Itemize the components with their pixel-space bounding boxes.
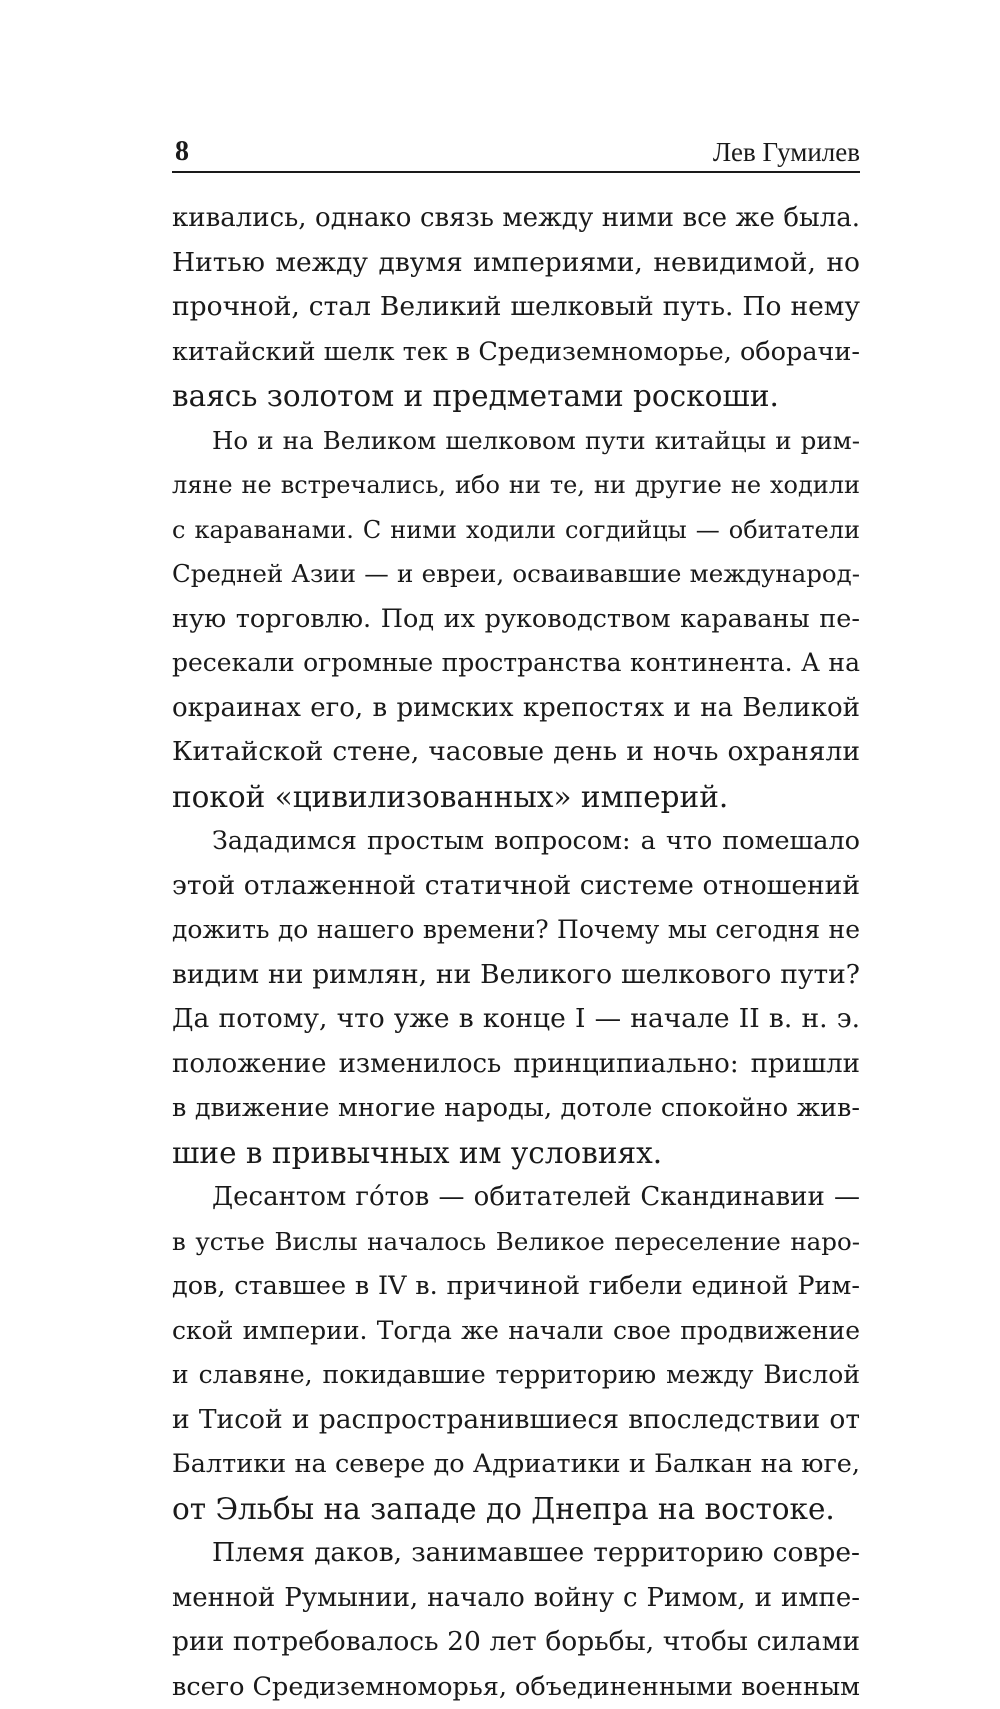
text-line: с караванами. С ними ходили согдийцы — обитатели: [172, 508, 860, 553]
text-line: положение изменилось принципиально: пришли: [172, 1042, 860, 1087]
text-line: и Тисой и распространившиеся впоследствии от: [172, 1398, 860, 1443]
text-line: менной Румынии, начало войну с Римом, и импе-: [172, 1576, 860, 1621]
text-line: Да потому, что уже в конце I — начале II в. н. э.: [172, 997, 860, 1042]
text-line: Балтики на севере до Адриатики и Балкан на юге,: [172, 1442, 860, 1487]
text-line: Китайской стене, часовые день и ночь охраняли: [172, 730, 860, 775]
page-number: 8: [175, 136, 189, 168]
text-line: в движение многие народы, дотоле спокойно жив-: [172, 1086, 860, 1131]
text-line: шие в привычных им условиях.: [172, 1131, 860, 1176]
text-line: этой отлаженной статичной системе отношений: [172, 864, 860, 909]
text-line: видим ни римлян, ни Великого шелкового пути?: [172, 953, 860, 998]
text-line: рии потребовалось 20 лет борьбы, чтобы силами: [172, 1620, 860, 1665]
text-line: Племя даков, занимавшее территорию совре-: [172, 1531, 860, 1576]
text-line: ляне не встречались, ибо ни те, ни другие не ходили: [172, 463, 860, 508]
text-line: Десантом го́тов — обитателей Скандинавии —: [172, 1175, 860, 1220]
text-line: прочной, стал Великий шелковый путь. По нему: [172, 285, 860, 330]
text-line: в устье Вислы началось Великое переселение наро-: [172, 1220, 860, 1265]
text-line: Средней Азии — и евреи, осваивавшие международ-: [172, 552, 860, 597]
text-line: ресекали огромные пространства континента. А на: [172, 641, 860, 686]
text-line: дожить до нашего времени? Почему мы сегодня не: [172, 908, 860, 953]
text-line: ваясь золотом и предметами роскоши.: [172, 374, 860, 419]
text-line: покой «цивилизованных» империй.: [172, 775, 860, 820]
running-head-author: Лев Гумилев: [713, 136, 860, 168]
text-line: Но и на Великом шелковом пути китайцы и рим-: [172, 419, 860, 464]
body-text: [172, 196, 860, 1709]
text-line: ную торговлю. Под их руководством караваны пе-: [172, 597, 860, 642]
page-header: [172, 130, 860, 170]
text-line: ской империи. Тогда же начали свое продвижение: [172, 1309, 860, 1354]
text-line: китайский шелк тек в Средиземноморье, оборачи-: [172, 330, 860, 375]
text-line: от Эльбы на западе до Днепра на востоке.: [172, 1487, 860, 1532]
text-line: Зададимся простым вопросом: а что помешало: [172, 819, 860, 864]
text-line: дов, ставшее в IV в. причиной гибели единой Рим-: [172, 1264, 860, 1309]
text-line: и славяне, покидавшие территорию между Вислой: [172, 1353, 860, 1398]
text-line: окраинах его, в римских крепостях и на Великой: [172, 686, 860, 731]
text-line: всего Средиземноморья, объединенными военным: [172, 1665, 860, 1709]
text-line: Нитью между двумя империями, невидимой, но: [172, 241, 860, 286]
header-rule: [172, 171, 860, 173]
text-line: кивались, однако связь между ними все же была.: [172, 196, 860, 241]
